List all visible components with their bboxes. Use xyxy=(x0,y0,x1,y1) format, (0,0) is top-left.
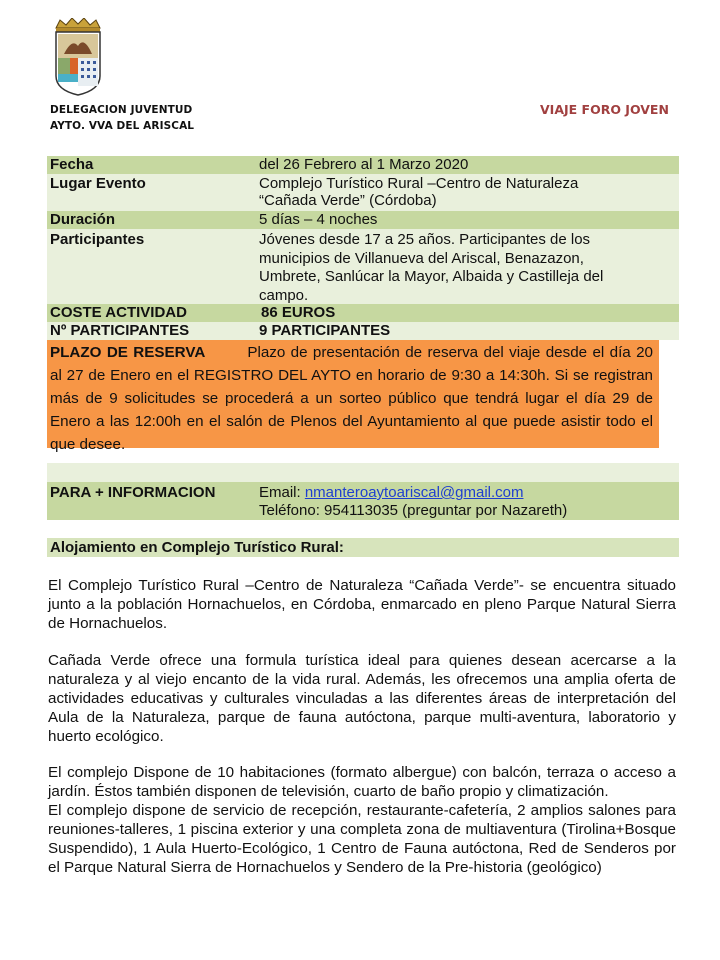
row-num-participantes xyxy=(47,322,679,340)
coste-label: COSTE ACTIVIDAD xyxy=(50,304,187,321)
participantes-line: campo. xyxy=(259,286,309,304)
coste-value: 86 EUROS xyxy=(261,304,336,321)
lugar-value-line-2: “Cañada Verde” (Córdoba) xyxy=(259,192,437,209)
section-heading xyxy=(47,538,679,557)
participantes-line: Umbrete, Sanlúcar la Mayor, Albaida y Castilleja del xyxy=(259,268,604,285)
paragraph-services: El complejo dispone de servicio de recepción, restaurante-cafetería, 2 amplios salones para reuniones-talleres, 1 piscina exterior y una completa zona de multiaventura (Tirolina+Bosque Suspendido), 1 Aula Huerto-Ecológico, 1 Centro de Fauna autóctona, Red de Senderos por el Parque Natural Sierra de Hornachuelos y Sendero de la Pre-historia (geológico) xyxy=(48,802,676,876)
row-info xyxy=(47,482,679,520)
plazo-label: PLAZO DE RESERVA xyxy=(50,344,206,361)
info-label: PARA + INFORMACION xyxy=(50,484,216,501)
lugar-value-line-1: Complejo Turístico Rural –Centro de Naturaleza xyxy=(259,175,579,192)
org-line-1: DELEGACION JUVENTUD xyxy=(50,104,193,116)
duracion-value: 5 días – 4 noches xyxy=(259,211,378,228)
row-coste xyxy=(47,304,679,322)
section-heading-text: Alojamiento en Complejo Turístico Rural: xyxy=(50,539,344,556)
plazo-text: Plazo de presentación de reserva del viaje desde el día 20 al 27 de Enero en el REGISTRO DEL AYTO en horario de 9:30 a 14:30h. Si se registran más de 9 solicitudes se procederá a un sorteo público que tendrá lugar el día 29 de Enero a las 12:00h en el salón de Plenos del Ayuntamiento al que puede asistir todo el que desee. xyxy=(50,344,653,453)
email-link[interactable]: nmanteroaytoariscal@gmail.com xyxy=(304,484,524,501)
spacer-row xyxy=(47,463,679,482)
paragraph-location: El Complejo Turístico Rural –Centro de Naturaleza “Cañada Verde”- se encuentra situado junto a la población Hornachuelos, en Córdoba, enmarcado en pleno Parque Natural Sierra de Hornachuelos. xyxy=(48,577,676,632)
participantes-line: municipios de Villanueva del Ariscal, Benazazon, xyxy=(259,249,584,267)
coat-of-arms-icon xyxy=(52,18,104,96)
num-participantes-label: Nº PARTICIPANTES xyxy=(50,322,190,339)
email-label: Email: xyxy=(259,484,305,501)
participantes-label: Participantes xyxy=(50,231,145,248)
lugar-label: Lugar Evento xyxy=(50,175,146,192)
fecha-value: del 26 Febrero al 1 Marzo 2020 xyxy=(259,156,469,173)
row-duracion xyxy=(47,211,679,229)
duracion-label: Duración xyxy=(50,211,116,228)
row-plazo-reserva xyxy=(47,340,659,453)
paragraph-rooms: El complejo Dispone de 10 habitaciones (formato albergue) con balcón, terraza o acceso a jardín. Éstos también disponen de televisión, cuarto de baño propio y climatización. xyxy=(48,764,676,800)
row-participantes xyxy=(47,229,679,304)
document-title: VIAJE FORO JOVEN xyxy=(540,102,669,117)
fecha-label: Fecha xyxy=(50,156,94,173)
organization-name xyxy=(50,102,194,134)
row-lugar xyxy=(47,174,679,211)
num-participantes-value: 9 PARTICIPANTES xyxy=(259,322,391,339)
participantes-line: Jóvenes desde 17 a 25 años. Participantes de los xyxy=(259,231,591,248)
paragraph-offer: Cañada Verde ofrece una formula turística ideal para quienes desean acercarse a la naturaleza y al viejo encanto de la vida rural. Además, les ofrecemos una amplia oferta de actividades educativas y culturales vinculadas a las diferentes áreas de interpretación del Aula de la Naturaleza, parque de fauna autóctona, parque multi-aventura, laboratorio y huerto ecológico. xyxy=(48,652,676,745)
row-fecha xyxy=(47,156,679,174)
phone-text: Teléfono: 954113035 (preguntar por Nazareth) xyxy=(259,502,568,519)
org-line-2: AYTO. VVA DEL ARISCAL xyxy=(50,120,195,132)
